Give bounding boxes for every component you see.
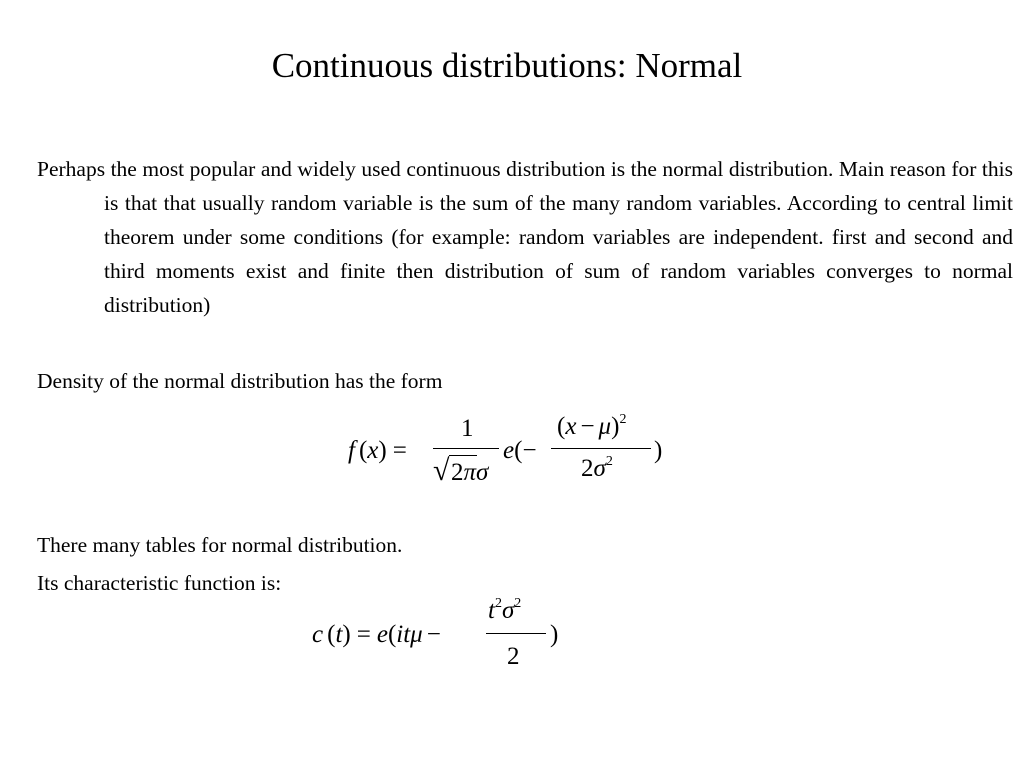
fraction-bar	[551, 448, 651, 449]
characteristic-function-formula	[310, 592, 570, 676]
close-paren: )	[611, 413, 620, 440]
denominator-two: 2	[451, 459, 464, 486]
variable-x: x	[367, 437, 379, 464]
density-intro-text: Density of the normal distribution has the form	[37, 369, 443, 393]
minus-sign: −	[580, 413, 595, 440]
exponent-two: 2	[619, 412, 627, 427]
normal-density-formula	[345, 404, 675, 494]
slide-title: Continuous distributions: Normal	[271, 46, 743, 85]
pi-symbol: π	[463, 459, 477, 486]
euler-e: e	[376, 621, 388, 648]
open-paren: (	[358, 437, 368, 464]
close-paren: )	[654, 437, 663, 464]
denominator-two: 2	[507, 643, 520, 670]
numerator-one: 1	[461, 415, 474, 442]
variable-t: t	[403, 621, 411, 648]
sigma-symbol: σ	[501, 597, 515, 624]
function-f: f	[348, 437, 355, 464]
fraction-bar	[433, 448, 499, 449]
variable-t: t	[488, 597, 495, 624]
mu-symbol: μ	[598, 413, 612, 440]
exponent-two: 2	[605, 454, 613, 469]
fraction-bar	[486, 633, 546, 634]
exponent-two: 2	[514, 596, 522, 611]
denominator-two: 2	[581, 455, 594, 482]
sqrt-overline	[449, 455, 477, 456]
equals-sign: =	[356, 621, 371, 648]
mu-symbol: μ	[410, 621, 423, 648]
variable-x: x	[565, 413, 577, 440]
open-paren: (	[514, 437, 523, 464]
euler-e: e	[503, 437, 515, 464]
close-paren: )	[378, 437, 387, 464]
sqrt-sign: √	[433, 454, 450, 487]
close-paren: )	[342, 621, 351, 648]
open-paren: (	[557, 413, 566, 440]
exponent-two: 2	[494, 596, 502, 611]
variable-t: t	[335, 621, 343, 648]
minus-sign: −	[522, 437, 537, 464]
sigma-symbol: σ	[593, 455, 606, 482]
characteristic-function-intro-text: Its characteristic function is:	[37, 571, 282, 595]
imaginary-i: i	[396, 621, 404, 648]
minus-sign: −	[426, 621, 441, 648]
function-c: c	[312, 621, 324, 648]
open-paren: (	[387, 621, 397, 648]
open-paren: (	[327, 621, 336, 648]
tables-text: There many tables for normal distribution.	[37, 533, 403, 557]
equals-sign: =	[392, 437, 407, 464]
close-paren: )	[550, 621, 559, 648]
sigma-symbol: σ	[476, 459, 489, 486]
intro-paragraph: Perhaps the most popular and widely used continuous distribution is the normal distribution. Main reason for this is that that usually random variable is the sum of the many random variables. According to central limit theorem under some conditions (for example: random variables are independent. first and second and third moments exist and finite then distribution of sum of random variables converges to normal distribution)	[37, 157, 1013, 317]
